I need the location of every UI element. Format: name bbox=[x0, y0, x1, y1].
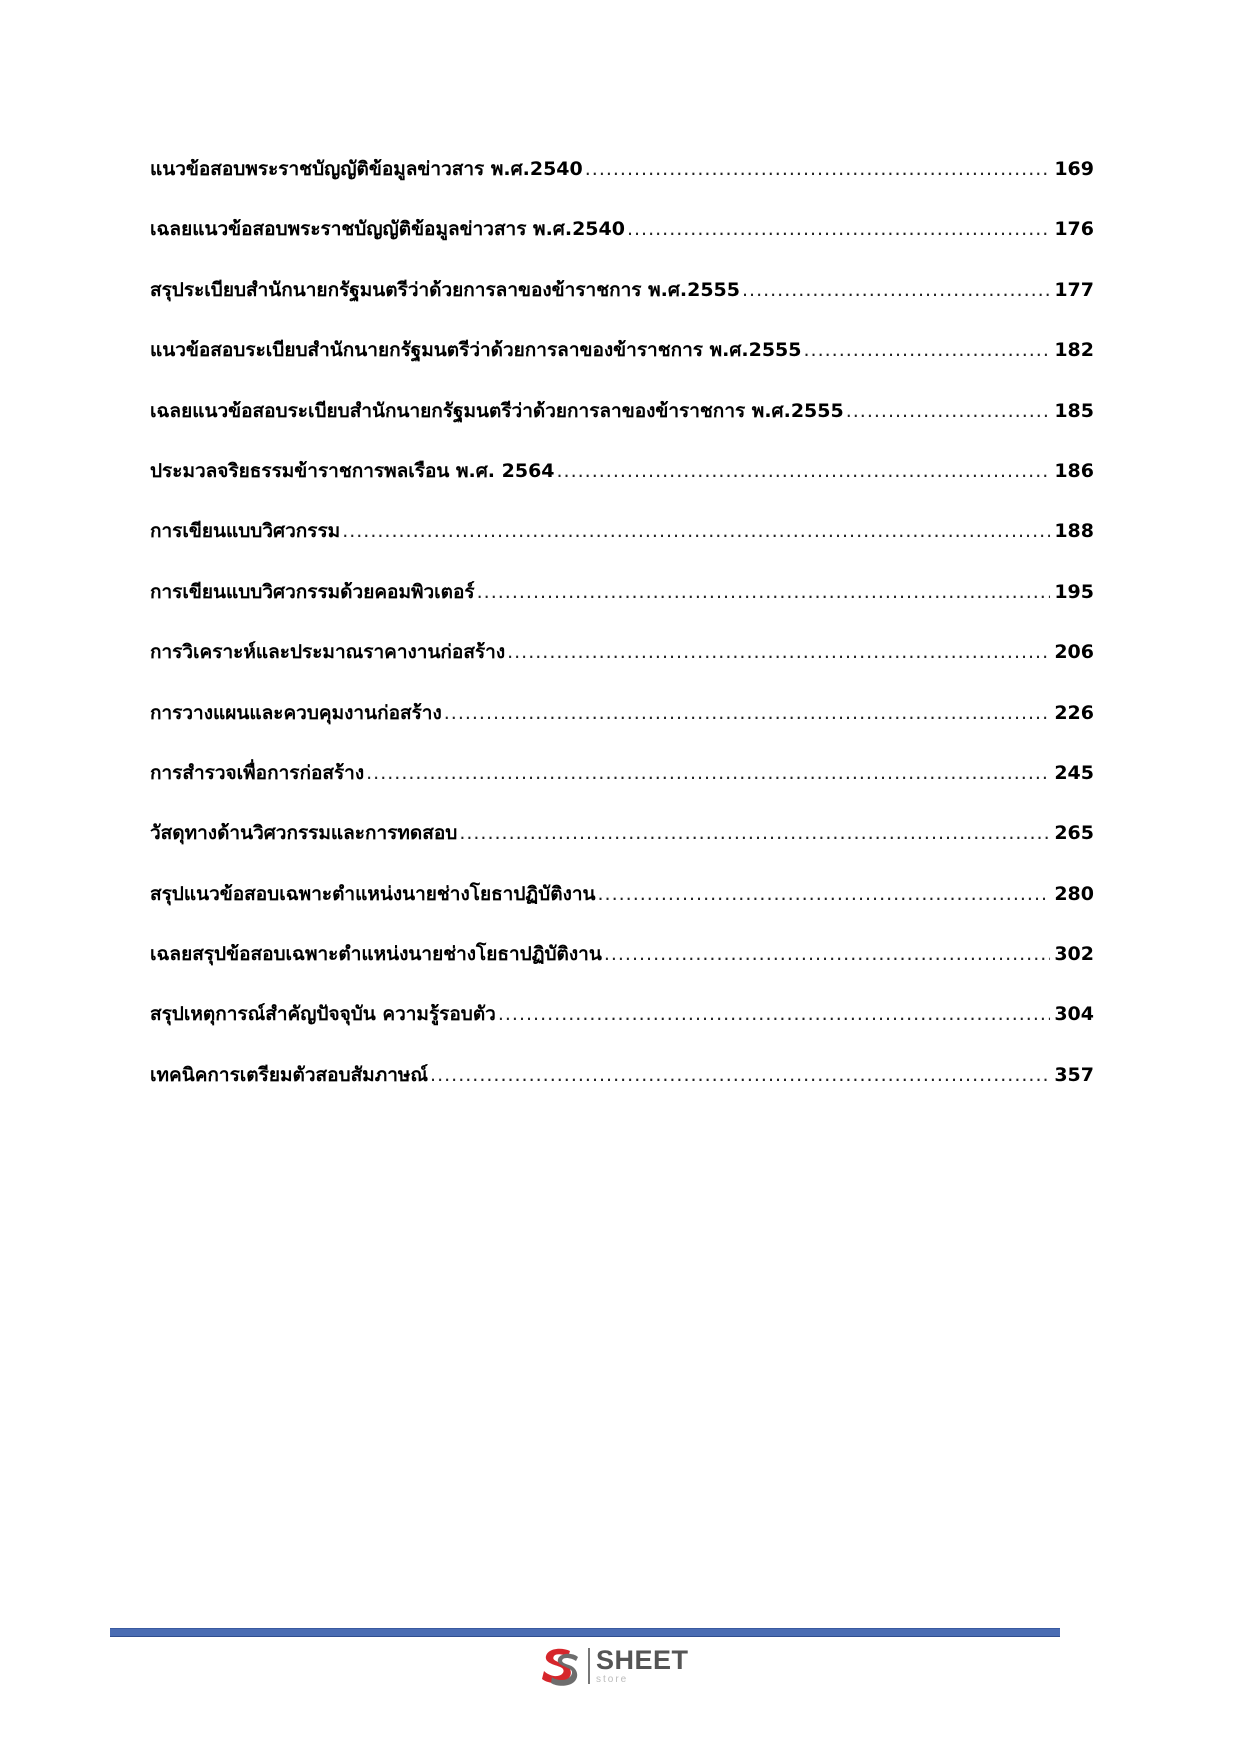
toc-entry-page-number: 280 bbox=[1054, 882, 1094, 905]
table-of-contents bbox=[150, 154, 1094, 1120]
toc-entry[interactable] bbox=[150, 698, 1094, 758]
toc-entry-title: เฉลยแนวข้อสอบพระราชบัญญัติข้อมูลข่าวสาร พ.ศ.2540 bbox=[150, 218, 625, 241]
toc-dot-leader bbox=[342, 520, 1050, 542]
toc-dot-leader bbox=[459, 822, 1050, 844]
toc-entry[interactable] bbox=[150, 999, 1094, 1059]
toc-entry[interactable] bbox=[150, 637, 1094, 697]
sheet-store-s-logo-icon bbox=[536, 1643, 582, 1689]
toc-entry[interactable] bbox=[150, 939, 1094, 999]
toc-dot-leader bbox=[742, 279, 1050, 301]
toc-entry-page-number: 195 bbox=[1054, 580, 1094, 603]
toc-entry-title: วัสดุทางด้านวิศวกรรมและการทดสอบ bbox=[150, 822, 458, 845]
toc-dot-leader bbox=[598, 883, 1051, 905]
toc-entry-page-number: 206 bbox=[1054, 641, 1094, 664]
toc-entry-title: สรุประเบียบสำนักนายกรัฐมนตรีว่าด้วยการลาของข้าราชการ พ.ศ.2555 bbox=[150, 278, 740, 301]
toc-dot-leader bbox=[507, 641, 1050, 663]
toc-entry-page-number: 188 bbox=[1054, 520, 1094, 543]
toc-entry-page-number: 169 bbox=[1054, 158, 1094, 180]
toc-entry-page-number: 357 bbox=[1054, 1063, 1094, 1086]
toc-dot-leader bbox=[627, 218, 1050, 240]
toc-entry[interactable] bbox=[150, 456, 1094, 516]
toc-entry-title: ประมวลจริยธรรมข้าราชการพลเรือน พ.ศ. 2564 bbox=[150, 459, 555, 482]
toc-entry[interactable] bbox=[150, 1060, 1094, 1120]
toc-dot-leader bbox=[557, 460, 1051, 482]
toc-entry-page-number: 185 bbox=[1054, 399, 1094, 422]
toc-entry[interactable] bbox=[150, 879, 1094, 939]
toc-entry[interactable] bbox=[150, 758, 1094, 818]
toc-dot-leader bbox=[585, 158, 1051, 180]
toc-dot-leader bbox=[846, 400, 1051, 422]
toc-entry-title: การเขียนแบบวิศวกรรมด้วยคอมพิวเตอร์ bbox=[150, 580, 475, 603]
toc-entry[interactable] bbox=[150, 516, 1094, 576]
toc-entry-title: การวิเคราะห์และประมาณราคางานก่อสร้าง bbox=[150, 641, 506, 664]
toc-entry-page-number: 302 bbox=[1054, 943, 1094, 966]
toc-entry[interactable] bbox=[150, 818, 1094, 878]
toc-entry-page-number: 245 bbox=[1054, 761, 1094, 784]
toc-entry-title: แนวข้อสอบพระราชบัญญัติข้อมูลข่าวสาร พ.ศ.2540 bbox=[150, 158, 583, 180]
toc-entry-title: การวางแผนและควบคุมงานก่อสร้าง bbox=[150, 701, 442, 724]
toc-entry-page-number: 176 bbox=[1054, 218, 1094, 241]
toc-entry[interactable] bbox=[150, 214, 1094, 274]
toc-entry-page-number: 186 bbox=[1054, 459, 1094, 482]
footer-rule bbox=[110, 1628, 1060, 1637]
toc-entry-page-number: 304 bbox=[1054, 1003, 1094, 1026]
toc-entry-title: การเขียนแบบวิศวกรรม bbox=[150, 520, 341, 543]
toc-entry[interactable] bbox=[150, 154, 1094, 214]
toc-entry-page-number: 226 bbox=[1054, 701, 1094, 724]
toc-entry[interactable] bbox=[150, 577, 1094, 637]
toc-entry-title: เฉลยสรุปข้อสอบเฉพาะตำแหน่งนายช่างโยธาปฏิบัติงาน bbox=[150, 943, 602, 966]
toc-dot-leader bbox=[430, 1064, 1050, 1086]
toc-entry-title: แนวข้อสอบระเบียบสำนักนายกรัฐมนตรีว่าด้วยการลาของข้าราชการ พ.ศ.2555 bbox=[150, 339, 802, 362]
logo-word: SHEET bbox=[596, 1645, 689, 1675]
toc-dot-leader bbox=[804, 339, 1051, 361]
logo-separator bbox=[588, 1648, 590, 1684]
logo-subword: store bbox=[596, 1674, 629, 1685]
toc-entry-page-number: 265 bbox=[1054, 822, 1094, 845]
toc-dot-leader bbox=[366, 762, 1050, 784]
toc-dot-leader bbox=[498, 1003, 1050, 1025]
toc-entry-title: สรุปเหตุการณ์สำคัญปัจจุบัน ความรู้รอบตัว bbox=[150, 1003, 496, 1026]
toc-dot-leader bbox=[477, 581, 1051, 603]
toc-dot-leader bbox=[444, 702, 1051, 724]
toc-entry-title: เทคนิคการเตรียมตัวสอบสัมภาษณ์ bbox=[150, 1063, 429, 1086]
toc-entry[interactable] bbox=[150, 335, 1094, 395]
toc-dot-leader bbox=[604, 943, 1051, 965]
toc-entry-title: สรุปแนวข้อสอบเฉพาะตำแหน่งนายช่างโยธาปฏิบัติงาน bbox=[150, 882, 596, 905]
logo-text bbox=[596, 1647, 689, 1685]
toc-entry-title: เฉลยแนวข้อสอบระเบียบสำนักนายกรัฐมนตรีว่าด้วยการลาของข้าราชการ พ.ศ.2555 bbox=[150, 399, 844, 422]
sheet-store-logo bbox=[536, 1643, 689, 1689]
toc-entry-page-number: 182 bbox=[1054, 339, 1094, 362]
toc-entry[interactable] bbox=[150, 275, 1094, 335]
toc-entry-page-number: 177 bbox=[1054, 278, 1094, 301]
toc-entry[interactable] bbox=[150, 396, 1094, 456]
toc-entry-title: การสำรวจเพื่อการก่อสร้าง bbox=[150, 761, 365, 784]
